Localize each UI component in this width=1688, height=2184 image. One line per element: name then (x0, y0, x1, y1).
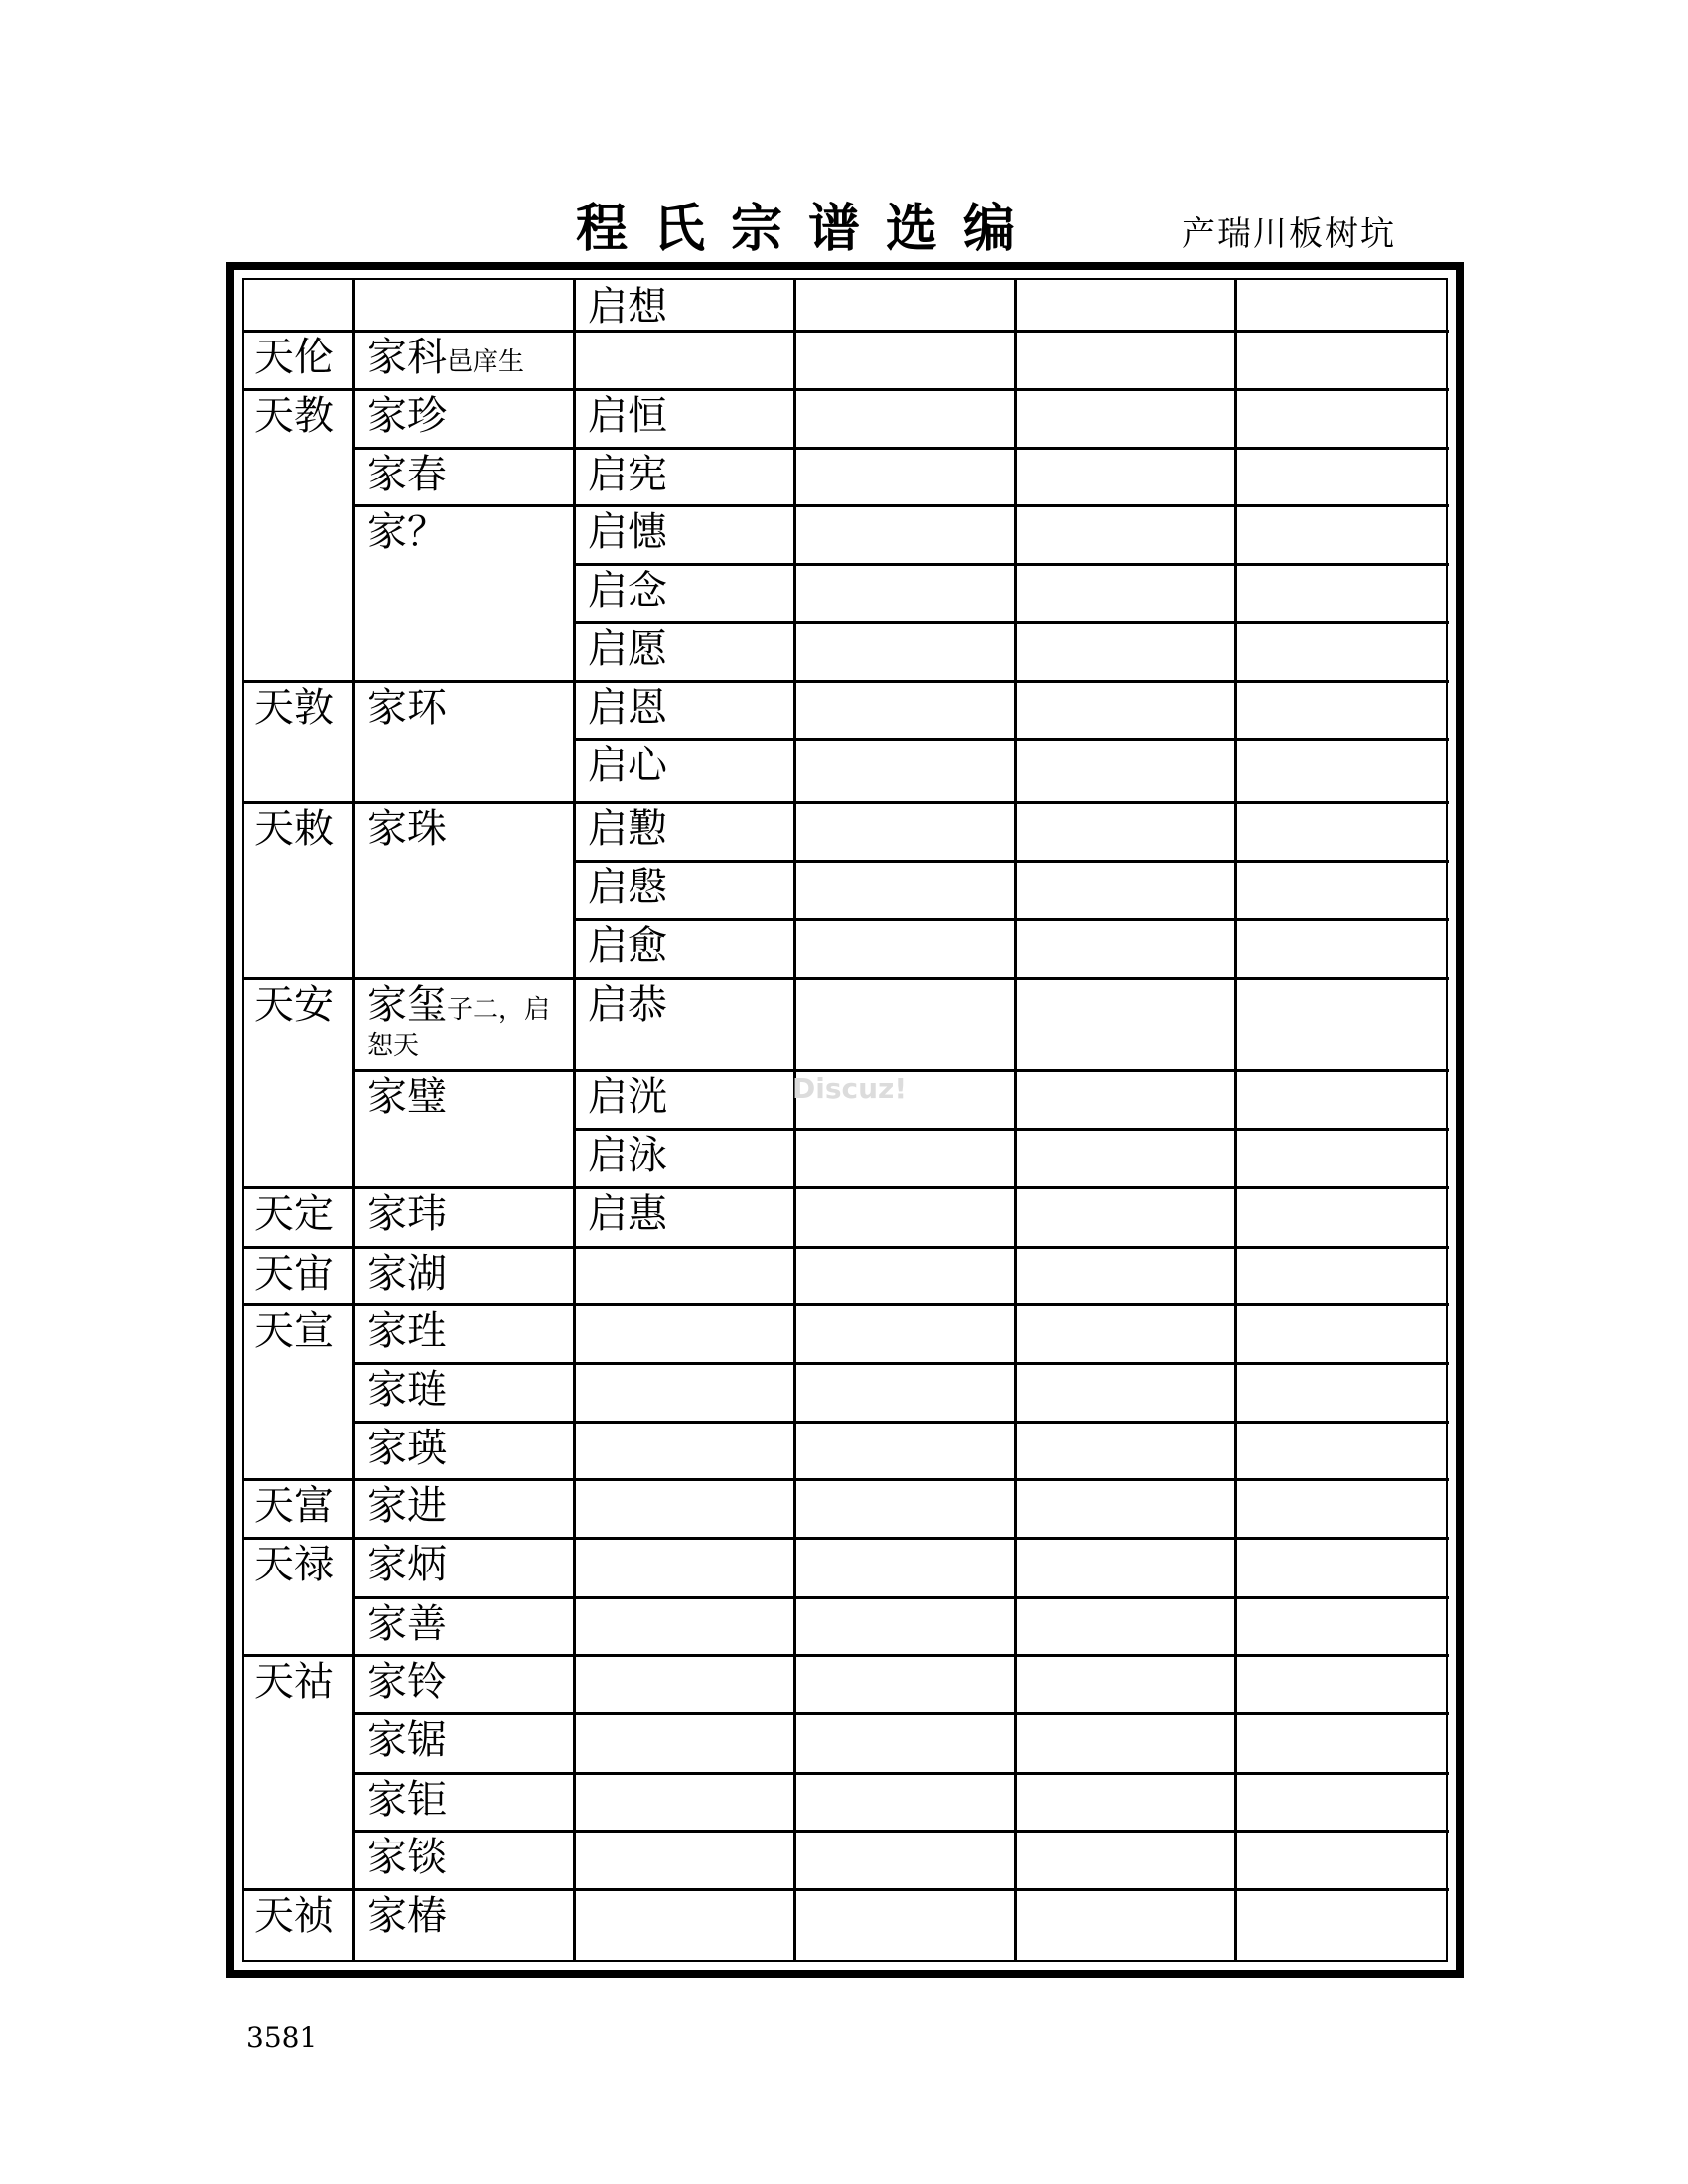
row-divider (353, 1830, 1449, 1833)
watermark-text: Discuz! (792, 1072, 908, 1105)
row-divider (353, 1362, 1449, 1365)
page-title: 程氏宗谱选编 (576, 199, 1042, 259)
generation-2-name (367, 1833, 447, 1882)
generation-1-name: 天安 (254, 982, 334, 1027)
generation-2-name-text: 家铃 (367, 1659, 447, 1705)
generation-2-note: 子二，启 (447, 995, 551, 1024)
generation-1-name: 天祜 (254, 1659, 334, 1705)
row-divider (353, 1712, 1449, 1715)
generation-2-name-text: 家锬 (367, 1835, 447, 1880)
generation-3-name: 启心 (588, 743, 667, 788)
generation-3-name: 启懃 (588, 806, 667, 852)
generation-2-name-text: 家炳 (367, 1542, 447, 1587)
column-divider (1014, 280, 1017, 1960)
generation-3-name: 启念 (588, 568, 667, 614)
page-number: 3581 (246, 2021, 318, 2054)
generation-2-name-text: 家琏 (367, 1367, 447, 1413)
generation-2-name (367, 1540, 447, 1589)
generation-3-name: 启恭 (588, 982, 667, 1027)
generation-2-name (367, 1657, 447, 1706)
generation-2-name (367, 1306, 447, 1356)
row-divider (353, 504, 1449, 507)
generation-2-note: 邑庠生 (447, 347, 525, 377)
generation-3-name: 启宪 (588, 452, 667, 497)
generation-3-name: 启恒 (588, 393, 667, 439)
generation-2-name (367, 1249, 447, 1298)
generation-1-name: 天宙 (254, 1251, 334, 1297)
generation-1-name: 天敦 (254, 685, 334, 731)
row-divider (574, 1128, 1449, 1131)
generation-2-name (367, 1715, 447, 1765)
generation-3-name: 启想 (588, 284, 667, 330)
generation-1-name: 天富 (254, 1483, 334, 1529)
generation-2-name (367, 450, 447, 499)
row-divider (574, 918, 1449, 921)
generation-2-name-text: 家椿 (367, 1893, 447, 1939)
generation-3-name: 启洸 (588, 1074, 667, 1120)
generation-2-name-text: 家珄 (367, 1308, 447, 1354)
generation-2-name-text: 家环 (367, 685, 447, 731)
generation-3-name: 启憓 (588, 509, 667, 555)
generation-2-name-text: 家玺 (367, 982, 447, 1027)
genealogy-table-frame (226, 262, 1464, 1978)
column-divider (352, 280, 355, 1960)
generation-2-name (367, 1481, 447, 1531)
generation-3-name: 启愿 (588, 626, 667, 672)
generation-3-name: 启慇 (588, 865, 667, 910)
generation-2-name (367, 1189, 447, 1239)
generation-1-name: 天禄 (254, 1542, 334, 1587)
generation-2-name (367, 333, 524, 387)
generation-1-name: 天宣 (254, 1308, 334, 1354)
generation-1-name: 天敕 (254, 806, 334, 852)
generation-2-name (367, 1424, 447, 1473)
row-divider (574, 621, 1449, 624)
generation-3-name: 启恩 (588, 685, 667, 731)
generation-2-note-continued: 恕天 (367, 1031, 420, 1061)
generation-2-name (367, 683, 447, 733)
generation-2-name (367, 804, 447, 854)
column-divider (573, 280, 576, 1960)
generation-2-name-text: 家进 (367, 1483, 447, 1529)
generation-2-name-text: 家善 (367, 1601, 447, 1647)
generation-2-name (367, 1072, 447, 1122)
generation-1-name: 天教 (254, 393, 334, 439)
generation-2-name-text: 家锯 (367, 1717, 447, 1763)
generation-2-name-text: 家春 (367, 452, 447, 497)
generation-2-name (367, 980, 550, 1034)
page-subtitle: 产瑞川板树坑 (1182, 214, 1396, 254)
generation-2-name (367, 1891, 447, 1941)
generation-2-name-text: 家？ (367, 509, 447, 555)
generation-1-name: 天祯 (254, 1893, 334, 1939)
generation-2-name-text: 家科 (367, 335, 447, 380)
generation-3-name: 启惠 (588, 1191, 667, 1237)
generation-1-name: 天伦 (254, 335, 334, 380)
generation-2-name (367, 1365, 447, 1415)
column-divider (793, 280, 796, 1960)
generation-2-name (367, 1599, 447, 1649)
generation-3-name: 启泳 (588, 1133, 667, 1178)
row-divider (574, 563, 1449, 566)
generation-2-name-text: 家湖 (367, 1251, 447, 1297)
genealogy-table (242, 278, 1448, 1962)
row-divider (353, 447, 1449, 450)
column-divider (1234, 280, 1237, 1960)
row-divider (353, 1421, 1449, 1424)
generation-2-name-text: 家玮 (367, 1191, 447, 1237)
generation-2-name-text: 家璧 (367, 1074, 447, 1120)
generation-2-name (367, 507, 447, 557)
row-divider (574, 860, 1449, 863)
row-divider (574, 738, 1449, 741)
generation-1-name: 天定 (254, 1191, 334, 1237)
generation-2-name (367, 391, 447, 441)
generation-2-name-text: 家钜 (367, 1777, 447, 1823)
row-divider (353, 1772, 1449, 1775)
row-divider (353, 1596, 1449, 1599)
generation-2-name-text: 家瑛 (367, 1426, 447, 1471)
generation-2-name-text: 家珍 (367, 393, 447, 439)
generation-2-name (367, 1775, 447, 1825)
generation-3-name: 启愈 (588, 923, 667, 969)
generation-2-name-text: 家珠 (367, 806, 447, 852)
